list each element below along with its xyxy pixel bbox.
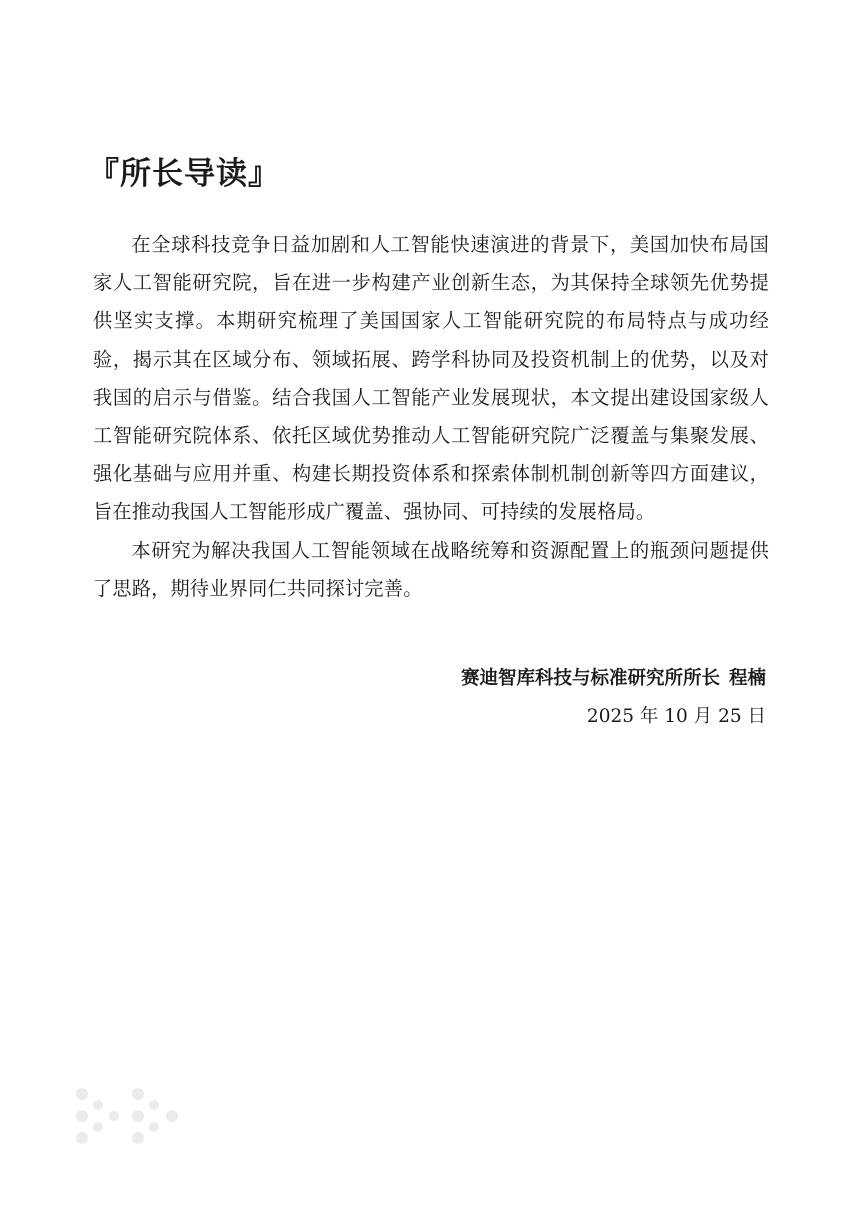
- signature-block: [461, 660, 766, 736]
- dot-pattern-logo-icon: [72, 1085, 187, 1150]
- signature-date: 2025 年 10 月 25 日: [586, 706, 766, 727]
- signature-organization: 赛迪智库科技与标准研究所所长: [460, 668, 720, 689]
- closing-paragraph: 本研究为解决我国人工智能领域在战略统筹和资源配置上的瓶颈问题提供了思路，期待业界同仁共同探讨完善。: [93, 538, 769, 600]
- signature-name: 程楠: [728, 668, 766, 689]
- intro-paragraph: 在全球科技竞争日益加剧和人工智能快速演进的背景下，美国加快布局国家人工智能研究院，旨在进一步构建产业创新生态，为其保持全球领先优势提供坚实支撑。本期研究梳理了美国国家人工智能研究院的布局特点与成功经验，揭示其在区域分布、领域拓展、跨学科协同及投资机制上的优势，以及对我国的启示与借鉴。结合我国人工智能产业发展现状，本文提出建设国家级人工智能研究院体系、依托区域优势推动人工智能研究院广泛覆盖与集聚发展、强化基础与应用并重、构建长期投资体系和探索体制机制创新等四方面建议，旨在推动我国人工智能形成广覆盖、强协同、可持续的发展格局。: [93, 233, 769, 524]
- body-text: [93, 226, 769, 608]
- page-title: 『所长导读』: [88, 156, 280, 192]
